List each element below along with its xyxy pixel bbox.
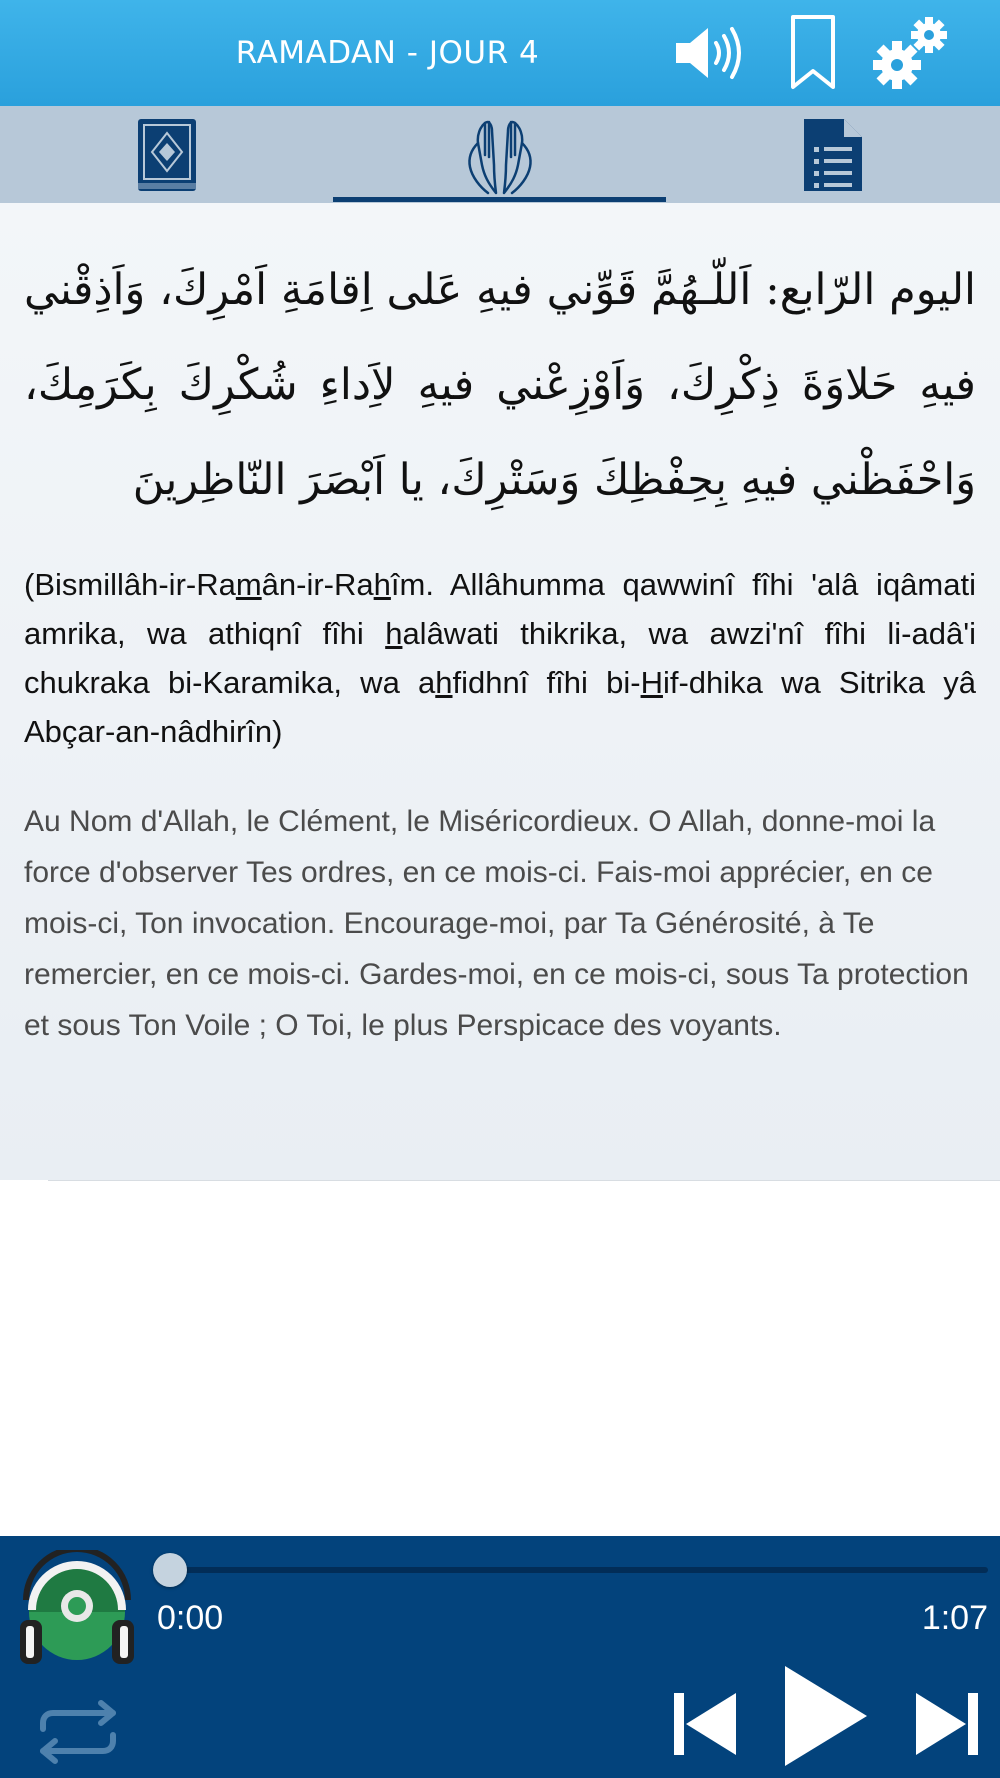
selected-tab-indicator <box>333 197 666 202</box>
reciter-avatar[interactable] <box>12 1550 142 1680</box>
transliteration-segment: if-dhika wa Sitrika yâ Abçar-an-nâdhirîn) <box>24 665 976 749</box>
duration: 1:07 <box>921 1599 988 1637</box>
previous-button[interactable] <box>668 1676 742 1772</box>
content-divider <box>48 1180 1000 1181</box>
transliteration-segment: îm. Allâhumma qawwinî fîhi 'alâ iqâmati amrika, wa athiqnî fîhi <box>24 567 976 651</box>
dua-translation: Au Nom d'Allah, le Clément, le Miséricordieux. O Allah, donne-moi la force d'observer Tes ordres, en ce mois-ci. Fais-moi apprécier, en ce mois-ci, Ton invocation. Encourage-moi, par Ta Générosité, à Te remercier, en ce mois-ci. Gardes-moi, en ce mois-ci, sous Ta protection et sous Ton Voile ; O Toi, le plus Perspicace des voyants. <box>24 805 969 1042</box>
transliteration-segment: alâwati thikrika, wa awzi'nî fîhi li-adâ'i chukraka bi-Karamika, wa a <box>24 616 976 700</box>
underlined-letter: h <box>385 616 403 651</box>
underlined-letter: m <box>235 567 262 602</box>
speaker-button[interactable] <box>660 0 760 106</box>
play-icon <box>779 1662 871 1770</box>
dua-transliteration <box>24 560 976 756</box>
underlined-letter: h <box>373 567 391 602</box>
bookmark-icon <box>788 13 838 93</box>
speaker-icon <box>670 23 750 83</box>
progress-track[interactable] <box>170 1567 988 1573</box>
next-icon <box>912 1689 982 1759</box>
settings-gears-icon <box>865 13 955 93</box>
settings-button[interactable] <box>860 0 960 106</box>
audio-player <box>0 1536 1000 1778</box>
transliteration-segment: fidhnî fîhi bi- <box>452 665 641 700</box>
underlined-letter: H <box>640 665 663 700</box>
dua-content <box>0 203 1000 1180</box>
repeat-button[interactable] <box>30 1696 125 1768</box>
previous-icon <box>670 1689 740 1759</box>
header-bar <box>0 0 1000 106</box>
praying-hands-icon <box>458 113 542 197</box>
quran-book-icon <box>132 115 202 195</box>
headphones-avatar-icon <box>12 1550 142 1680</box>
current-time: 0:00 <box>157 1599 224 1637</box>
play-button[interactable] <box>775 1660 875 1772</box>
tab-bar <box>0 106 1000 203</box>
transliteration-segment: ân-ir-Ra <box>261 567 374 602</box>
dua-arabic-text: اليوم الرّابع: اَللّـهُمَّ قَوِّني فيهِ عَلى اِقامَةِ اَمْرِكَ، وَاَذِقْني فيهِ حَلاوَةَ ذِكْرِكَ، وَاَوْزِعْني فيهِ لاَِداءِ شُكْرِكَ بِكَرَمِكَ، وَاحْفَظْني فيهِ بِحِفْظِكَ وَسَتْرِكَ، يا اَبْصَرَ النّاظِرينَ <box>24 265 976 505</box>
document-list-icon <box>800 115 866 195</box>
progress-knob[interactable] <box>153 1553 187 1587</box>
tab-text[interactable] <box>666 106 999 203</box>
tab-dua[interactable] <box>333 106 666 203</box>
repeat-icon <box>33 1699 123 1765</box>
page-title: RAMADAN - JOUR 4 <box>235 35 540 71</box>
transliteration-segment: (Bismillâh-ir-Ra <box>24 567 236 602</box>
next-button[interactable] <box>910 1676 984 1772</box>
bookmark-button[interactable] <box>770 0 855 106</box>
underlined-letter: h <box>435 665 453 700</box>
tab-quran[interactable] <box>0 106 333 203</box>
